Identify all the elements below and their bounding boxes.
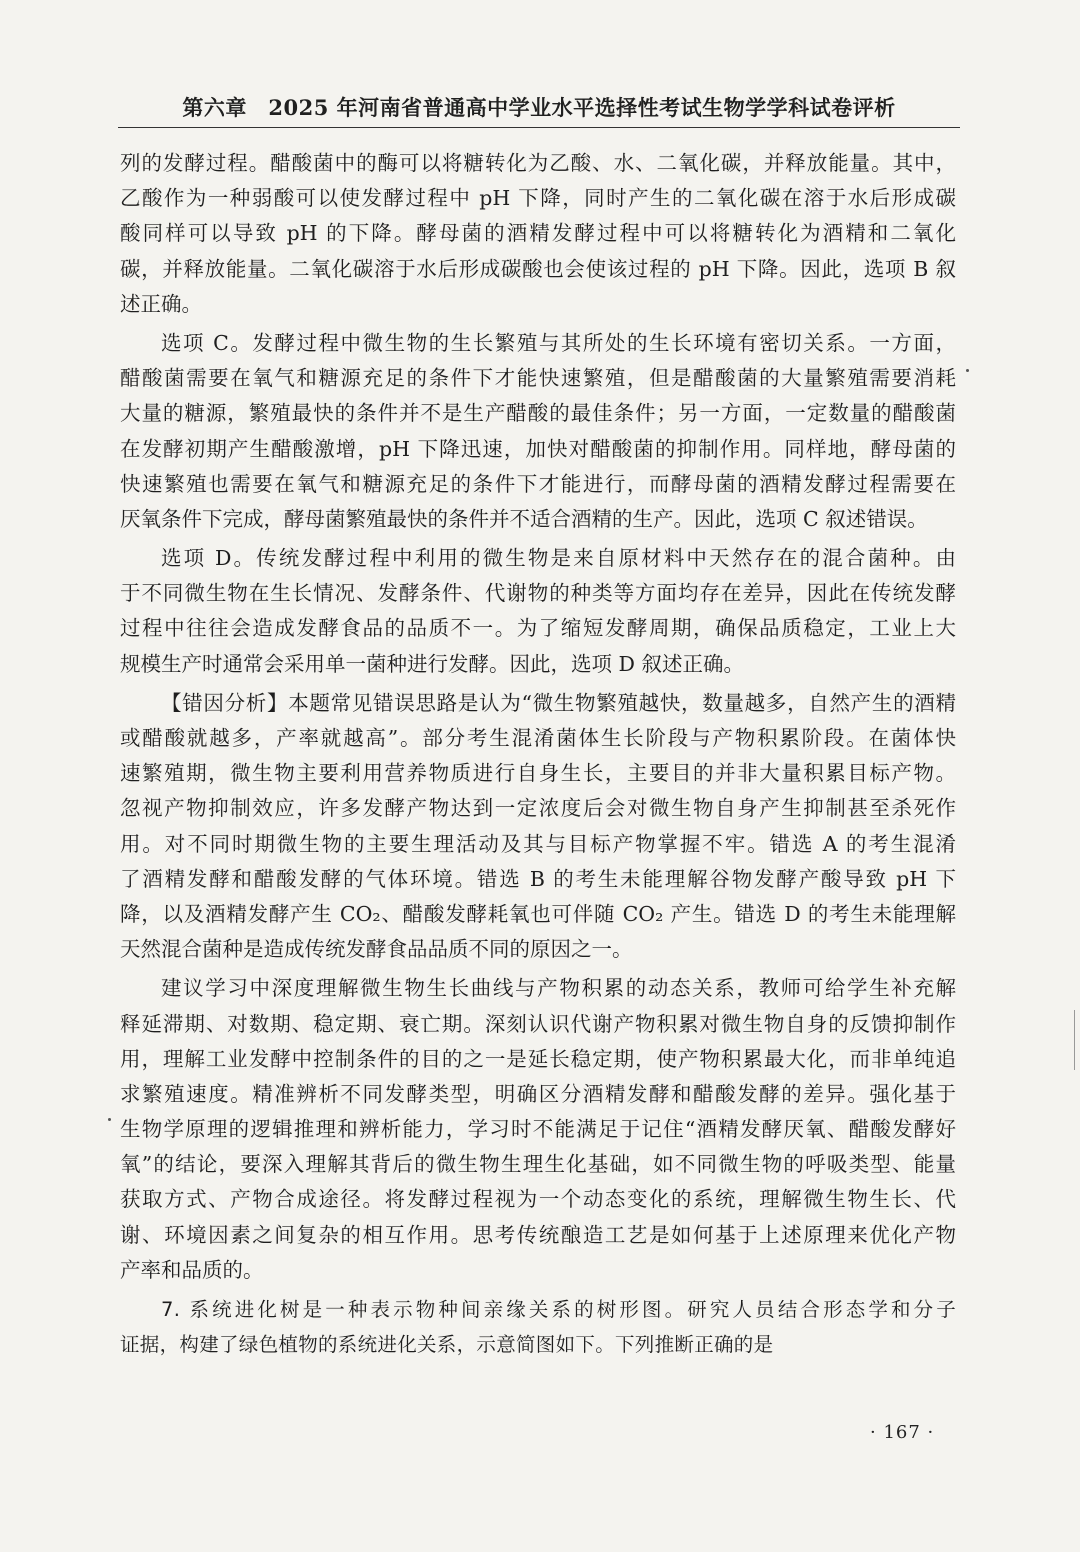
paragraph-option-c bbox=[120, 326, 956, 537]
text-line: 碳，并释放能量。二氧化碳溶于水后形成碳酸也会使该过程的 pH 下降。因此，选项 B 叙 bbox=[120, 256, 956, 281]
text-line: 忽视产物抑制效应，许多发酵产物达到一定浓度后会对微生物自身产生抑制甚至杀死作 bbox=[120, 796, 956, 821]
text-line: 了酒精发酵和醋酸发酵的气体环境。错选 B 的考生未能理解谷物发酵产酸导致 pH 下 bbox=[120, 866, 956, 891]
text-line: 建议学习中深度理解微生物生长曲线与产物积累的动态关系，教师可给学生补充解 bbox=[161, 976, 956, 1001]
paragraph-error-analysis bbox=[120, 686, 956, 968]
text-line: 获取方式、产物合成途径。将发酵过程视为一个动态变化的系统，理解微生物生长、代 bbox=[120, 1187, 956, 1212]
text-line: 规模生产时通常会采用单一菌种进行发酵。因此，选项 D 叙述正确。 bbox=[120, 651, 744, 676]
text-line: 述正确。 bbox=[120, 291, 202, 316]
text-line: 谢、环境因素之间复杂的相互作用。思考传统酿造工艺是如何基于上述原理来优化产物 bbox=[120, 1222, 956, 1247]
text-line: 乙酸作为一种弱酸可以使发酵过程中 pH 下降，同时产生的二氧化碳在溶于水后形成碳 bbox=[120, 186, 956, 211]
text-line: 或醋酸就越多，产率就越高”。部分考生混淆菌体生长阶段与产物积累阶段。在菌体快 bbox=[120, 726, 956, 750]
text-line: 【错因分析】本题常见错误思路是认为“微生物繁殖越快，数量越多，自然产生的酒精 bbox=[161, 690, 956, 715]
scan-speck bbox=[966, 369, 969, 372]
text-line: 于不同微生物在生长情况、发酵条件、代谢物的种类等方面均存在差异，因此在传统发酵 bbox=[120, 581, 956, 606]
text-line: 7. 系统进化树是一种表示物种间亲缘关系的树形图。研究人员结合形态学和分子 bbox=[161, 1298, 956, 1321]
paragraph-option-d bbox=[120, 541, 956, 682]
scan-speck bbox=[108, 1118, 111, 1121]
text-line: 大量的糖源，繁殖最快的条件并不是生产醋酸的最佳条件；另一方面，一定数量的醋酸菌 bbox=[120, 401, 956, 426]
text-line: 证据，构建了绿色植物的系统进化关系，示意简图如下。下列推断正确的是 bbox=[120, 1333, 774, 1357]
text-line: 醋酸菌需要在氧气和糖源充足的条件下才能快速繁殖，但是醋酸菌的大量繁殖需要消耗 bbox=[120, 366, 956, 391]
running-header: 第六章 2025 年河南省普通高中学业水平选择性考试生物学学科试卷评析 bbox=[182, 95, 896, 120]
body-text bbox=[120, 146, 956, 1362]
text-line: 选项 D。传统发酵过程中利用的微生物是来自原材料中天然存在的混合菌种。由 bbox=[161, 546, 956, 571]
page-number: · 167 · bbox=[870, 1422, 935, 1443]
text-line: 产率和品质的。 bbox=[120, 1257, 264, 1282]
paragraph-continuation bbox=[120, 146, 956, 322]
text-line: 用，理解工业发酵中控制条件的目的之一是延长稳定期，使产物积累最大化，而非单纯追 bbox=[120, 1046, 956, 1071]
text-line: 生物学原理的逻辑推理和辨析能力，学习时不能满足于记住“酒精发酵厌氧、醋酸发酵好 bbox=[120, 1117, 956, 1142]
text-line: 速繁殖期，微生物主要利用营养物质进行自身生长，主要目的并非大量积累目标产物。 bbox=[120, 761, 956, 786]
text-line: 快速繁殖也需要在氧气和糖源充足的条件下才能进行，而酵母菌的酒精发酵过程需要在 bbox=[120, 471, 956, 496]
text-line: 降，以及酒精发酵产生 CO₂、醋酸发酵耗氧也可伴随 CO₂ 产生。错选 D 的考生未能理解 bbox=[120, 901, 956, 926]
text-line: 在发酵初期产生醋酸激增，pH 下降迅速，加快对醋酸菌的抑制作用。同样地，酵母菌的 bbox=[120, 436, 956, 461]
text-line: 氧”的结论，要深入理解其背后的微生物生理生化基础，如不同微生物的呼吸类型、能量 bbox=[120, 1152, 956, 1177]
text-line: 用。对不同时期微生物的主要生理活动及其与目标产物掌握不牢。错选 A 的考生混淆 bbox=[120, 831, 956, 856]
question-7 bbox=[120, 1292, 956, 1362]
text-line: 选项 C。发酵过程中微生物的生长繁殖与其所处的生长环境有密切关系。一方面， bbox=[161, 330, 956, 355]
text-line: 厌氧条件下完成，酵母菌繁殖最快的条件并不适合酒精的生产。因此，选项 C 叙述错误。 bbox=[120, 506, 928, 531]
header-rule bbox=[118, 127, 960, 128]
text-line: 酸同样可以导致 pH 的下降。酵母菌的酒精发酵过程中可以将糖转化为酒精和二氧化 bbox=[120, 221, 956, 246]
text-line: 释延滞期、对数期、稳定期、衰亡期。深刻认识代谢产物积累对微生物自身的反馈抑制作 bbox=[120, 1011, 956, 1036]
text-line: 求繁殖速度。精准辨析不同发酵类型，明确区分酒精发酵和醋酸发酵的差异。强化基于 bbox=[120, 1081, 956, 1106]
text-line: 过程中往往会造成发酵食品的品质不一。为了缩短发酵周期，确保品质稳定，工业上大 bbox=[120, 616, 956, 641]
scan-edge-mark bbox=[1074, 1010, 1075, 1070]
paragraph-suggestions bbox=[120, 971, 956, 1288]
text-line: 列的发酵过程。醋酸菌中的酶可以将糖转化为乙酸、水、二氧化碳，并释放能量。其中， bbox=[120, 151, 956, 175]
text-line: 天然混合菌种是造成传统发酵食品品质不同的原因之一。 bbox=[120, 937, 633, 962]
